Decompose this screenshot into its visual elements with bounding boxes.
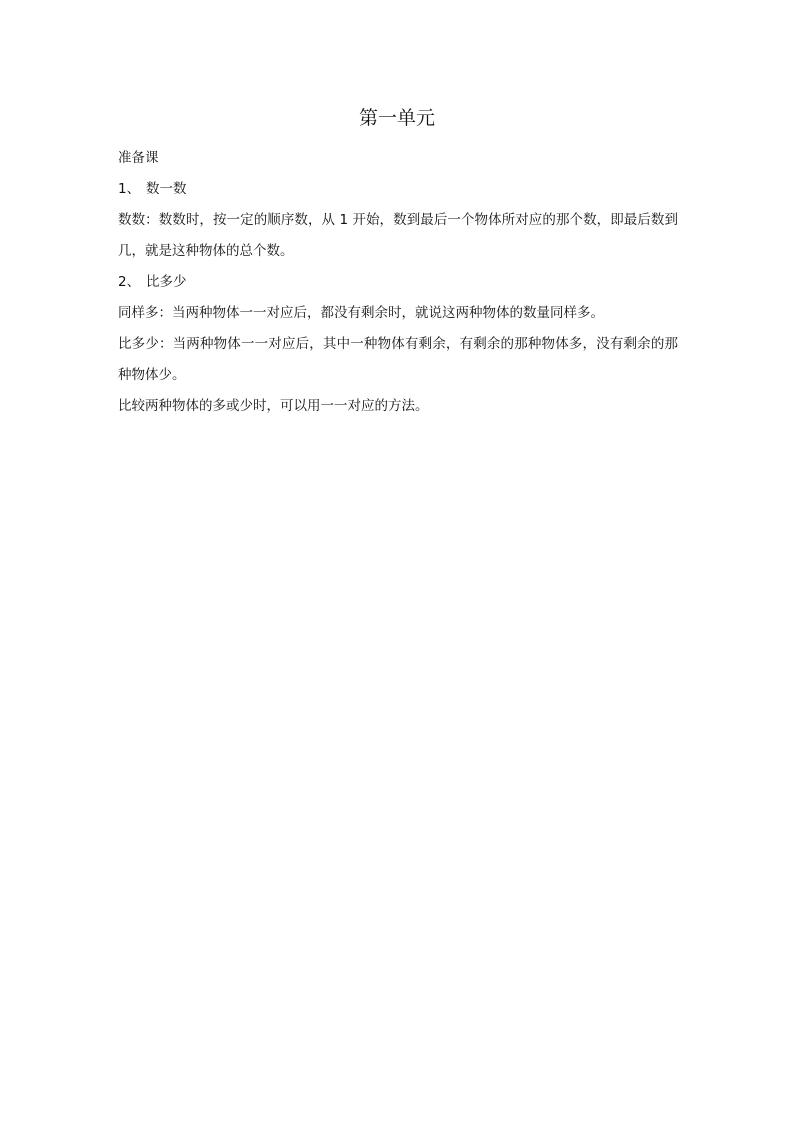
- section-2-heading: [118, 267, 678, 298]
- paragraph-method: 比较两种物体的多或少时，可以用一一对应的方法。: [118, 398, 429, 414]
- document-body: [118, 143, 678, 422]
- section-2-number: 2、: [118, 274, 141, 290]
- subtitle: 准备课: [118, 150, 159, 166]
- paragraph-same-amount: 同样多：当两种物体一一对应后，都没有剩余时，就说这两种物体的数量同样多。: [118, 305, 604, 321]
- section-1-number: 1、: [118, 181, 141, 197]
- paragraph-compare: 比多少：当两种物体一一对应后，其中一种物体有剩余，有剩余的那种物体多，没有剩余的那种物体少。: [118, 336, 678, 383]
- section-1-heading: [118, 174, 678, 205]
- section-1-title: 数一数: [146, 181, 187, 197]
- paragraph-counting: 数数：数数时，按一定的顺序数，从 1 开始，数到最后一个物体所对应的那个数，即最后数到几，就是这种物体的总个数。: [118, 212, 678, 259]
- document-title: 第一单元: [358, 107, 435, 129]
- section-2-title: 比多少: [146, 274, 187, 290]
